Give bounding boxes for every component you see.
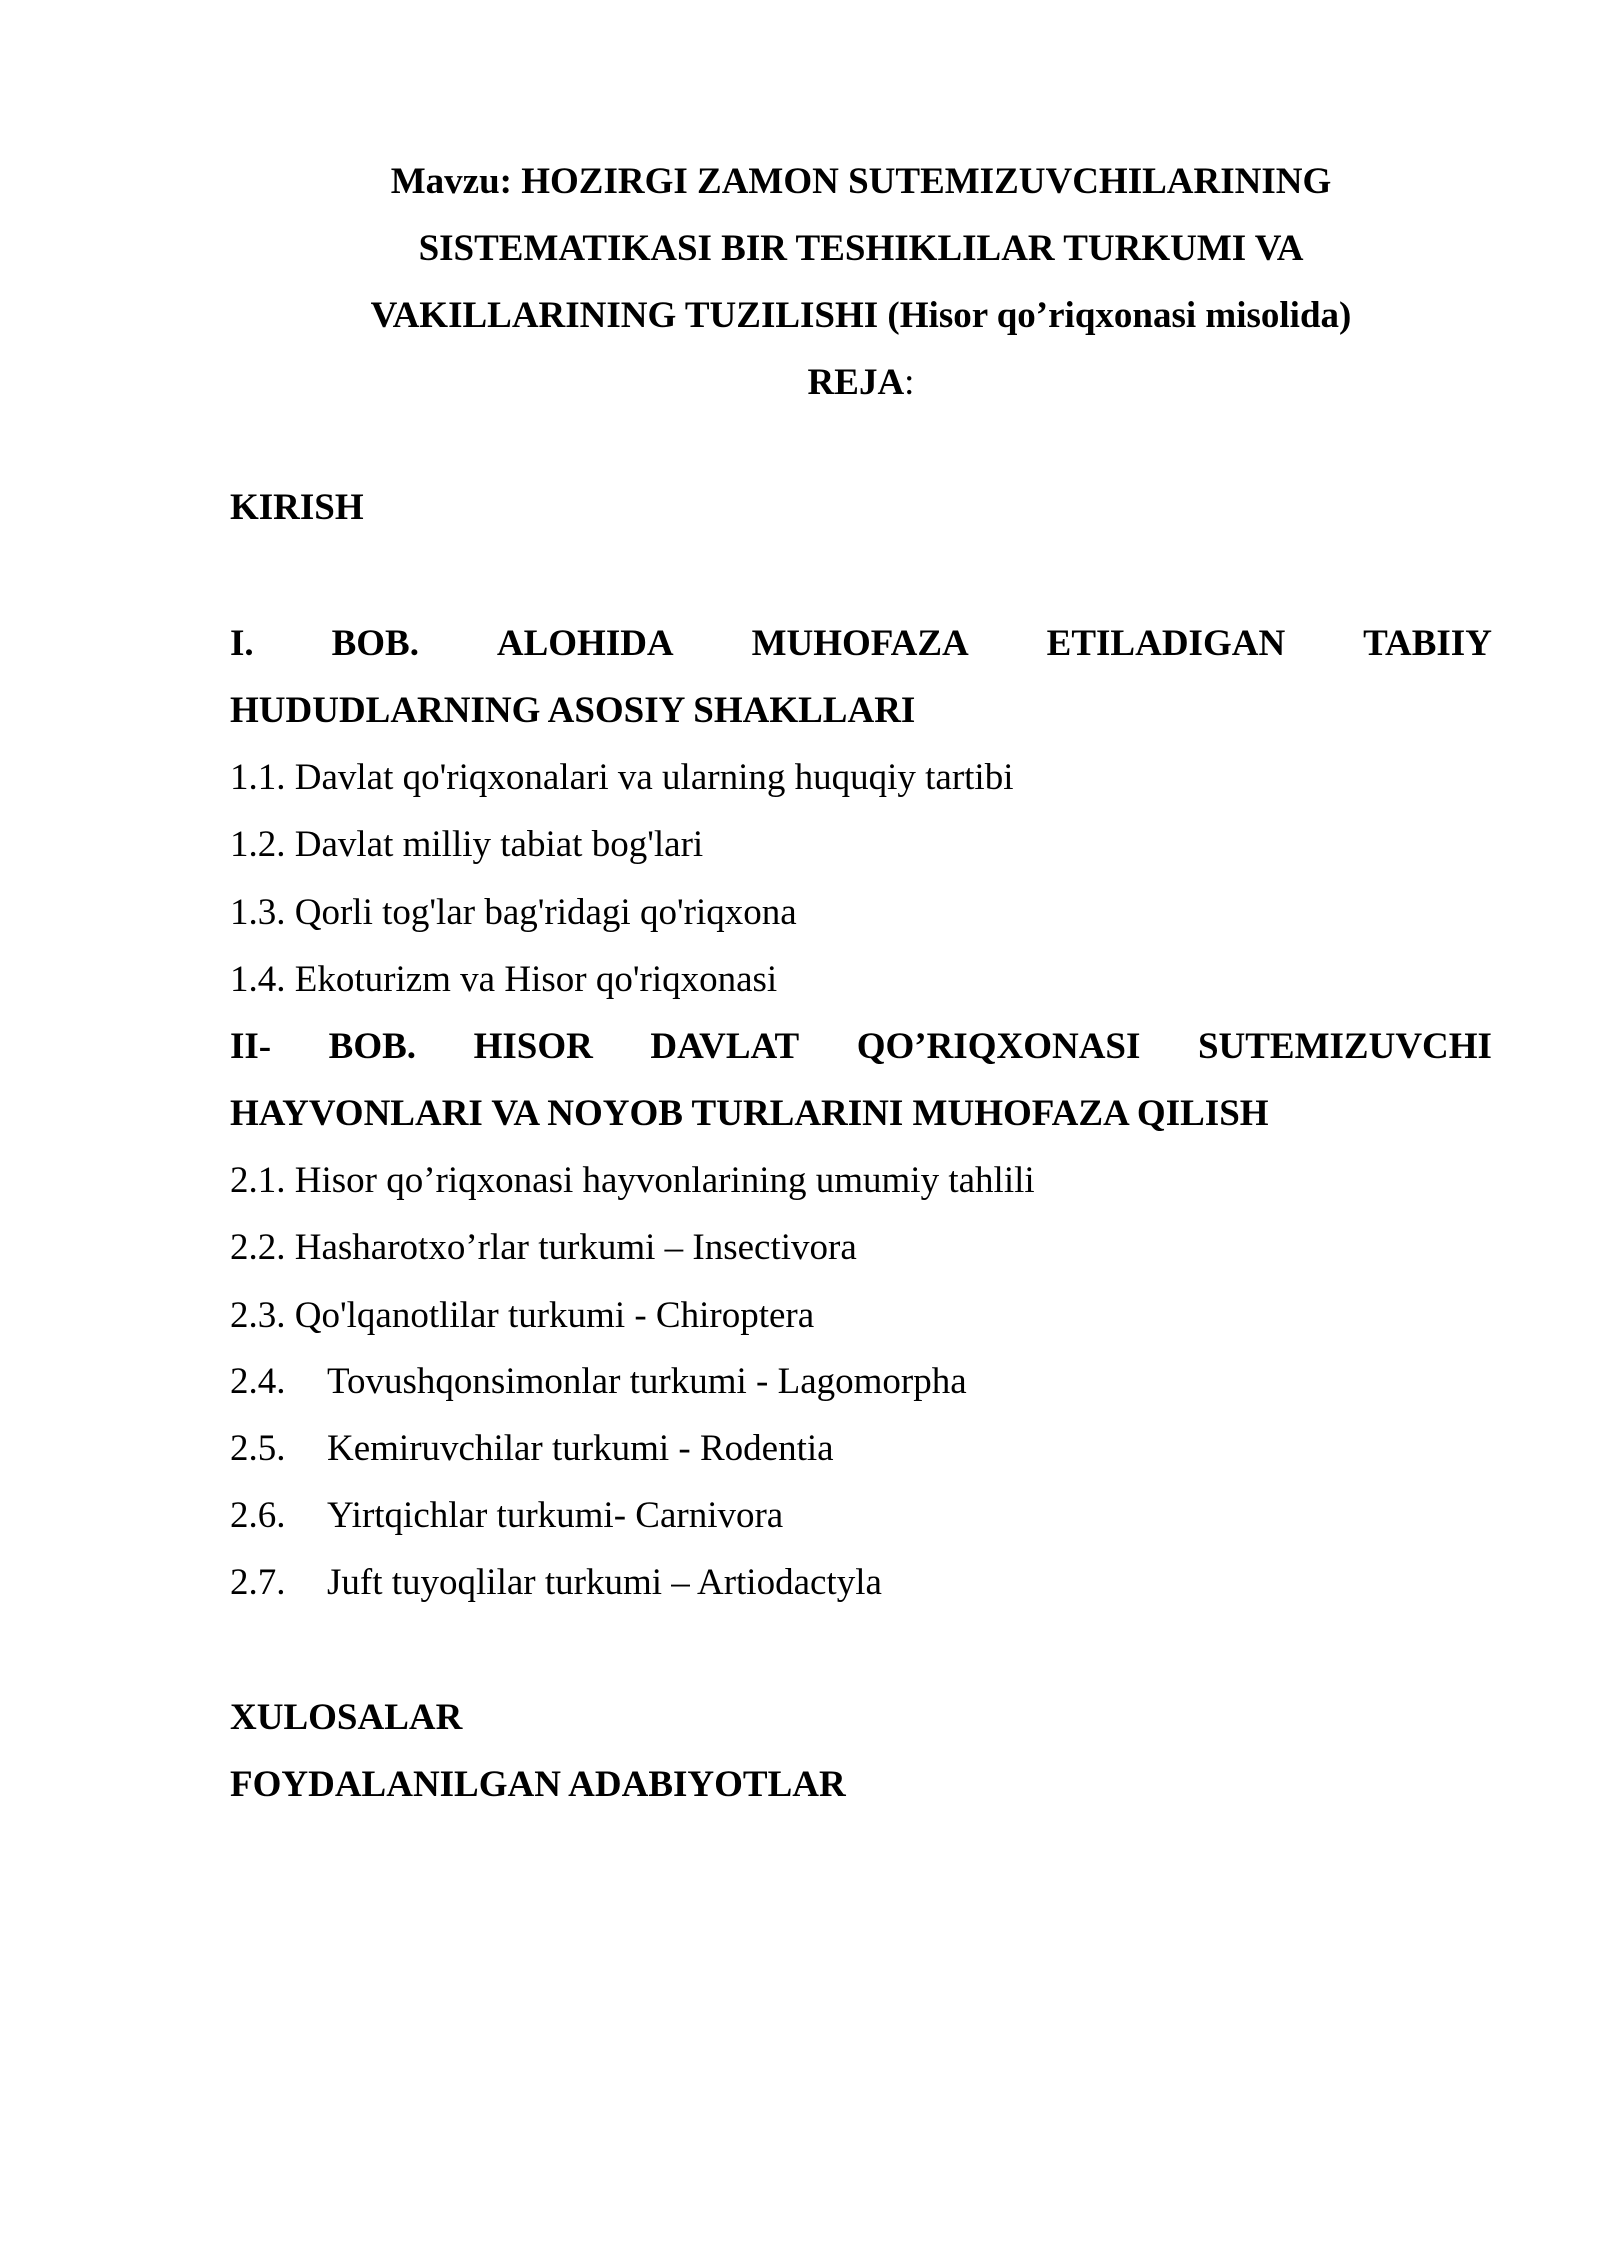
chapter-2-heading-line-2: HAYVONLARI VA NOYOB TURLARINI MUHOFAZA QILISH [230,1093,1269,1134]
chapter-2-word: SUTEMIZUVCHI [1197,1026,1492,1067]
chapter-2-word: II- [230,1026,272,1067]
chapter-1-word: TABIIY [1363,623,1492,664]
section-number: 2.4. [230,1361,286,1402]
section-1-2: 1.2. Davlat milliy tabiat bog'lari [230,824,704,865]
conclusions-heading: XULOSALAR [230,1697,463,1738]
section-2-3: 2.3. Qo'lqanotlilar turkumi - Chiroptera [230,1295,815,1336]
section-1-1: 1.1. Davlat qo'riqxonalari va ularning huquqiy tartibi [230,757,1014,798]
chapter-2-word: HISOR [473,1026,593,1067]
chapter-2-word: QO’RIQXONASI [856,1026,1141,1067]
plan-heading [230,349,1492,416]
section-title: Juft tuyoqlilar turkumi – Artiodactyla [327,1562,882,1603]
section-2-4 [230,1360,1492,1404]
chapter-1-word: MUHOFAZA [751,623,969,664]
title-line-1: Mavzu: HOZIRGI ZAMON SUTEMIZUVCHILARINING [390,161,1332,202]
chapter-1-word: ALOHIDA [496,623,674,664]
chapter-1-word: ETILADIGAN [1046,623,1286,664]
section-2-7 [230,1561,1492,1605]
section-2-5 [230,1427,1492,1471]
title-line-2: SISTEMATIKASI BIR TESHIKLILAR TURKUMI VA [418,228,1304,269]
section-title: Yirtqichlar turkumi- Carnivora [327,1495,784,1536]
section-title: Tovushqonsimonlar turkumi - Lagomorpha [327,1361,967,1402]
chapter-1-heading-line-1 [230,622,1492,666]
chapter-1-word: BOB. [331,623,419,664]
title-line-3: VAKILLARINING TUZILISHI (Hisor qo’riqxonasi misolida) [370,295,1352,336]
section-title: Kemiruvchilar turkumi - Rodentia [327,1428,834,1469]
section-number: 2.7. [230,1562,286,1603]
chapter-2-word: BOB. [328,1026,417,1067]
chapter-2-heading-line-1 [230,1025,1492,1069]
chapter-1-word: I. [230,623,254,664]
plan-heading-label: REJA [807,362,905,403]
intro-heading: KIRISH [230,487,364,528]
section-1-3: 1.3. Qorli tog'lar bag'ridagi qo'riqxona [230,892,797,933]
chapter-2-word: DAVLAT [650,1026,800,1067]
section-2-2: 2.2. Hasharotxo’rlar turkumi – Insectivora [230,1227,857,1268]
section-number: 2.6. [230,1495,286,1536]
section-2-6 [230,1494,1492,1538]
plan-heading-colon: : [904,362,915,403]
chapter-1-heading-line-2: HUDUDLARNING ASOSIY SHAKLLARI [230,690,916,731]
document-title [230,148,1492,416]
section-1-4: 1.4. Ekoturizm va Hisor qo'riqxonasi [230,959,778,1000]
section-number: 2.5. [230,1428,286,1469]
references-heading: FOYDALANILGAN ADABIYOTLAR [230,1764,846,1805]
section-2-1: 2.1. Hisor qo’riqxonasi hayvonlarining umumiy tahlili [230,1160,1035,1201]
